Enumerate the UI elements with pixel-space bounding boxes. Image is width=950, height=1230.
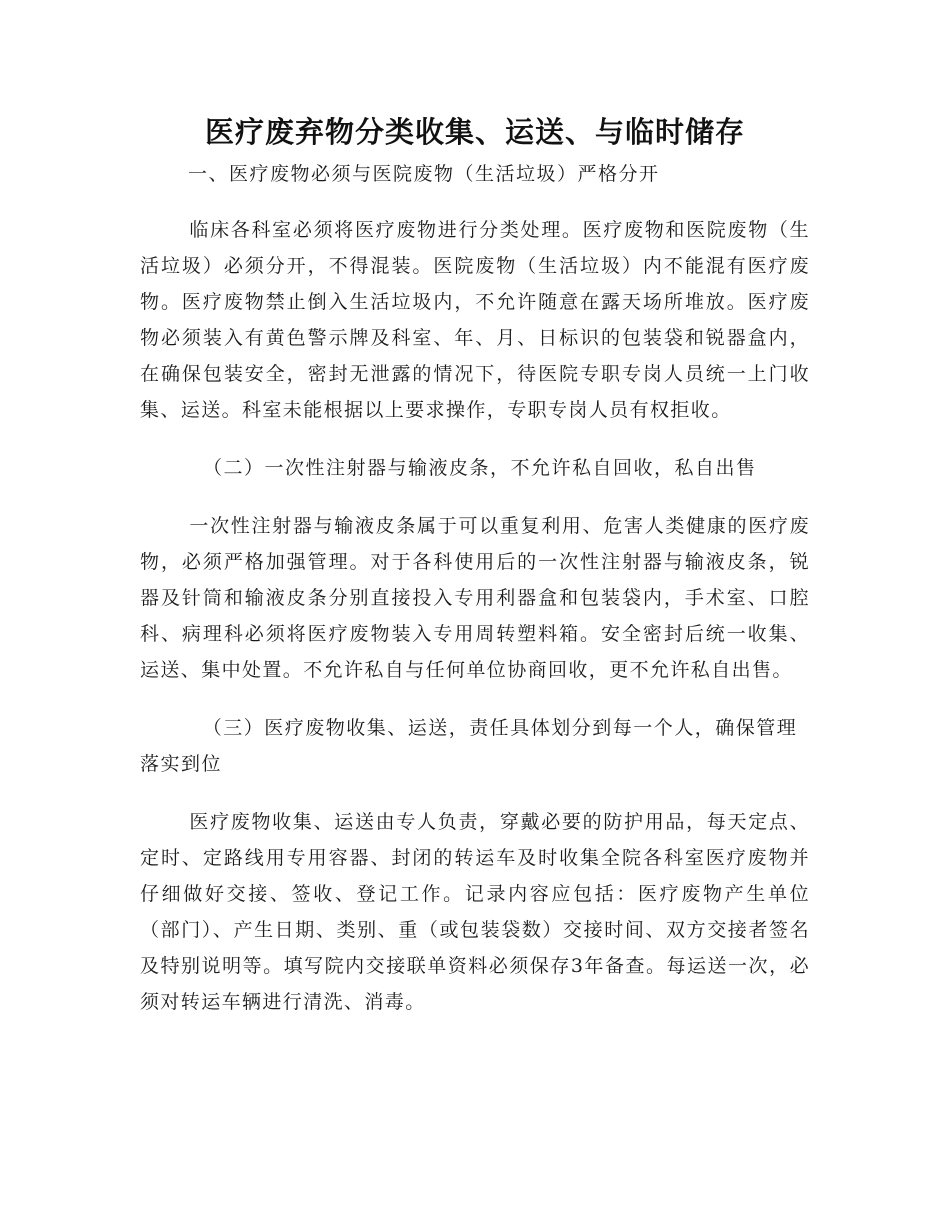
- section-1-heading: 一、医疗废物必须与医院废物（生活垃圾）严格分开: [188, 163, 660, 185]
- document-page: [140, 108, 810, 1042]
- section-2-heading: （二）一次性注射器与输液皮条，不允许私自回收，私自出售: [203, 457, 757, 479]
- section-3-heading: （三）医疗废物收集、运送，责任具体划分到每一个人，确保管理落实到位: [140, 717, 798, 775]
- section-2-body: 一次性注射器与输液皮条属于可以重复利用、危害人类健康的医疗废物，必须严格加强管理。对于各科使用后的一次性注射器与输液皮条，锐器及针筒和输液皮条分别直接投入专用利器盒和包装袋内，手术室、口腔科、病理科必须将医疗废物装入专用周转塑料箱。安全密封后统一收集、运送、集中处置。不允许私自与任何单位协商回收，更不允许私自出售。: [140, 515, 810, 681]
- section-1-body: 临床各科室必须将医疗废物进行分类处理。医疗废物和医院废物（生活垃圾）必须分开，不得混装。医院废物（生活垃圾）内不能混有医疗废物。医疗废物禁止倒入生活垃圾内，不允许随意在露天场所堆放。医疗废物必须装入有黄色警示牌及科室、年、月、日标识的包装袋和锐器盒内，在确保包装安全，密封无泄露的情况下，待医院专职专岗人员统一上门收集、运送。科室未能根据以上要求操作，专职专岗人员有权拒收。: [140, 219, 810, 421]
- document-title: 医疗废弃物分类收集、运送、与临时储存: [204, 115, 745, 149]
- section-3-body: 医疗废物收集、运送由专人负责，穿戴必要的防护用品，每天定点、定时、定路线用专用容器、封闭的转运车及时收集全院各科室医疗废物并仔细做好交接、签收、登记工作。记录内容应包括：医疗废物产生单位（部门）、产生日期、类别、重（或包装袋数）交接时间、双方交接者签名及特别说明等。填写院内交接联单资料必须保存3年备查。每运送一次，必须对转运车辆进行清洗、消毒。: [140, 811, 810, 1013]
